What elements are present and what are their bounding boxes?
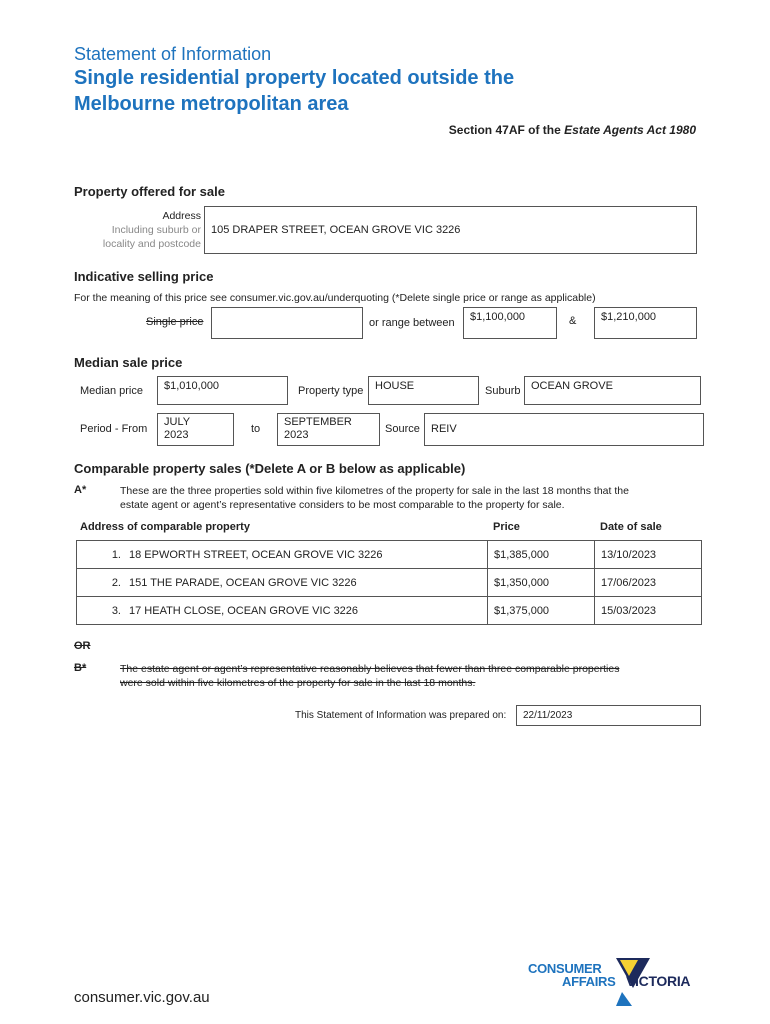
row-address: 151 THE PARADE, OCEAN GROVE VIC 3226 <box>129 576 357 589</box>
logo-line-2: AFFAIRS <box>562 974 616 989</box>
property-type-field[interactable]: HOUSE <box>368 376 479 405</box>
period-from-month: JULY <box>164 416 191 428</box>
period-to-field[interactable] <box>277 413 380 446</box>
consumer-affairs-logo <box>528 958 708 1008</box>
address-sublabel-2: locality and postcode <box>102 238 201 250</box>
comparable-price-cell[interactable]: $1,385,000 <box>488 541 595 569</box>
title-line-2: Melbourne metropolitan area <box>74 93 349 115</box>
period-to-month: SEPTEMBER <box>284 416 352 428</box>
indicative-note: For the meaning of this price see consumer.vic.gov.au/underquoting (*Delete single price or range as applicable) <box>74 292 596 304</box>
period-label: Period - From <box>80 423 148 435</box>
range-ampersand: & <box>569 315 577 327</box>
option-b-text <box>120 662 700 690</box>
col-price-header: Price <box>493 521 520 533</box>
option-b-line-1: The estate agent or agent’s representative reasonably believes that fewer than three comparable properties <box>120 663 620 675</box>
option-b-line-2: were sold within five kilometres of the property for sale in the last 18 months. <box>120 677 476 689</box>
median-heading: Median sale price <box>74 355 183 370</box>
source-field[interactable]: REIV <box>424 413 704 446</box>
comparable-address-cell[interactable] <box>77 541 488 569</box>
logo-line-1: CONSUMER <box>528 961 602 976</box>
suburb-label: Suburb <box>485 385 521 397</box>
option-a-text <box>120 484 700 512</box>
property-type-label: Property type <box>298 385 364 397</box>
or-label: OR <box>74 640 91 652</box>
source-label: Source <box>385 423 420 435</box>
prepared-date-field[interactable]: 22/11/2023 <box>516 705 701 726</box>
address-label-block <box>60 209 201 251</box>
prepared-label: This Statement of Information was prepared on: <box>295 710 507 721</box>
comparable-table <box>76 540 702 625</box>
table-row <box>77 569 702 597</box>
section-prefix: Section 47AF of the <box>448 123 565 137</box>
col-date-header: Date of sale <box>600 521 662 533</box>
range-label: or range between <box>369 317 455 329</box>
row-address: 18 EPWORTH STREET, OCEAN GROVE VIC 3226 <box>129 548 383 561</box>
address-label: Address <box>162 210 201 222</box>
page-title <box>74 65 674 117</box>
comparable-address-cell[interactable] <box>77 597 488 625</box>
median-price-field[interactable]: $1,010,000 <box>157 376 288 405</box>
address-field[interactable]: 105 DRAPER STREET, OCEAN GROVE VIC 3226 <box>204 206 697 254</box>
title-line-1: Single residential property located outside the <box>74 67 515 89</box>
suburb-field[interactable]: OCEAN GROVE <box>524 376 701 405</box>
row-number: 2. <box>111 576 121 589</box>
row-number: 1. <box>111 548 121 561</box>
single-price-label: Single price <box>146 316 204 328</box>
option-a-label: A* <box>74 484 87 496</box>
row-number: 3. <box>111 604 121 617</box>
option-b-label: B* <box>74 662 87 674</box>
table-row <box>77 597 702 625</box>
table-row <box>77 541 702 569</box>
period-to-year: 2023 <box>284 429 309 441</box>
comparable-price-cell[interactable]: $1,375,000 <box>488 597 595 625</box>
comparable-date-cell[interactable]: 13/10/2023 <box>595 541 702 569</box>
comparable-date-cell[interactable]: 15/03/2023 <box>595 597 702 625</box>
median-price-label: Median price <box>80 385 143 397</box>
indicative-heading: Indicative selling price <box>74 269 214 284</box>
comparable-address-cell[interactable] <box>77 569 488 597</box>
single-price-field[interactable] <box>211 307 363 339</box>
option-a-line-1: These are the three properties sold within five kilometres of the property for sale in the last 18 months that the <box>120 485 629 497</box>
comparable-date-cell[interactable]: 17/06/2023 <box>595 569 702 597</box>
statement-heading: Statement of Information <box>74 44 272 64</box>
logo-line-3: VICTORIA <box>626 973 691 989</box>
period-to-label: to <box>251 423 261 435</box>
section-reference <box>449 123 696 137</box>
range-low-field[interactable]: $1,100,000 <box>463 307 557 339</box>
footer-website: consumer.vic.gov.au <box>74 989 210 1006</box>
comparable-heading: Comparable property sales (*Delete A or B below as applicable) <box>74 461 466 476</box>
option-a-line-2: estate agent or agent’s representative considers to be most comparable to the property for sale. <box>120 499 565 511</box>
row-address: 17 HEATH CLOSE, OCEAN GROVE VIC 3226 <box>129 604 359 617</box>
section-act: Estate Agents Act 1980 <box>564 123 696 137</box>
col-address-header: Address of comparable property <box>80 521 250 533</box>
address-sublabel-1: Including suburb or <box>111 224 201 236</box>
comparable-price-cell[interactable]: $1,350,000 <box>488 569 595 597</box>
range-high-field[interactable]: $1,210,000 <box>594 307 697 339</box>
period-from-field[interactable] <box>157 413 234 446</box>
property-heading: Property offered for sale <box>74 184 225 199</box>
period-from-year: 2023 <box>164 429 189 441</box>
